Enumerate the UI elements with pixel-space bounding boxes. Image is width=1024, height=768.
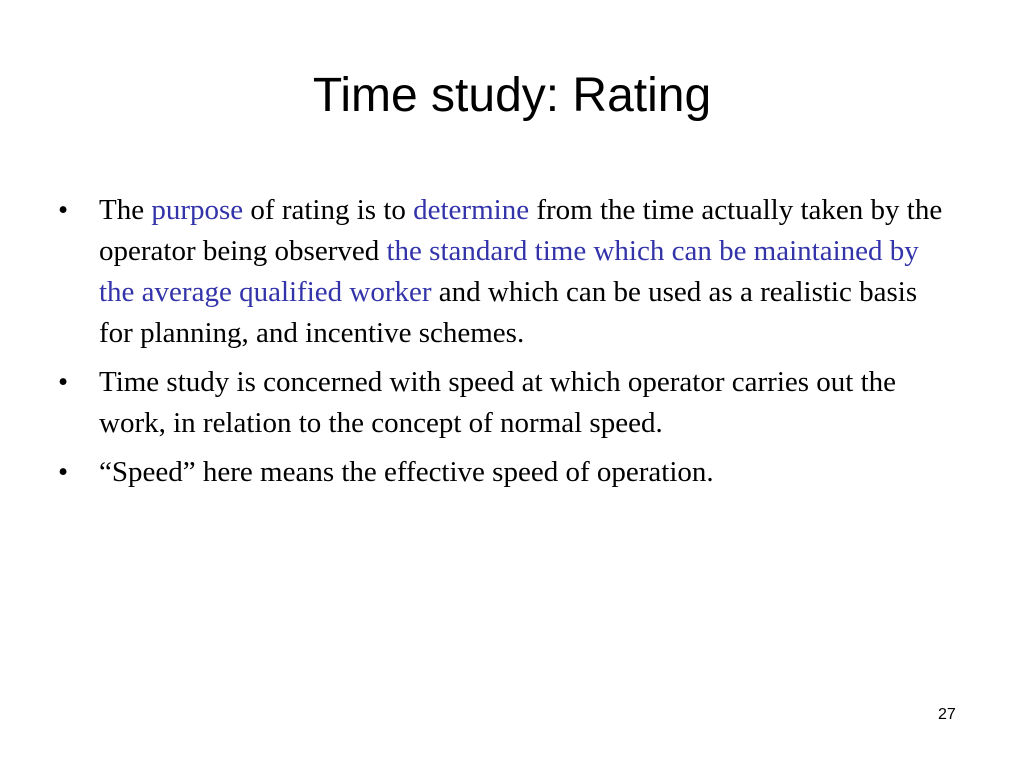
highlight-standard-time: the standard time which can be maintained by the average qualified worker	[99, 235, 919, 308]
highlight-purpose: purpose	[151, 194, 244, 226]
bullet-text-segment: and which can be used as a realistic basis for planning, and incentive schemes.	[99, 276, 918, 349]
bullet-icon: •	[58, 456, 69, 488]
bullet-item-speed-concern	[58, 362, 958, 444]
bullet-item-rating-purpose	[58, 190, 958, 354]
bullet-icon: •	[58, 194, 69, 226]
highlight-determine: determine	[413, 194, 530, 226]
bullet-text-segment: from the time actually taken by the operator being observed	[99, 194, 943, 267]
bullet-text-segment: The	[99, 194, 152, 226]
bullet-item-speed-definition	[58, 452, 958, 493]
bullet-text-segment: of rating is to	[243, 194, 414, 226]
bullet-text: “Speed” here means the effective speed of operation.	[99, 456, 714, 488]
bullet-text: Time study is concerned with speed at which operator carries out the work, in relation to the concept of normal speed.	[99, 366, 897, 439]
bullet-list	[58, 190, 958, 501]
page-number: 27	[938, 706, 956, 723]
bullet-icon: •	[58, 366, 69, 398]
slide-title: Time study: Rating	[312, 69, 712, 122]
